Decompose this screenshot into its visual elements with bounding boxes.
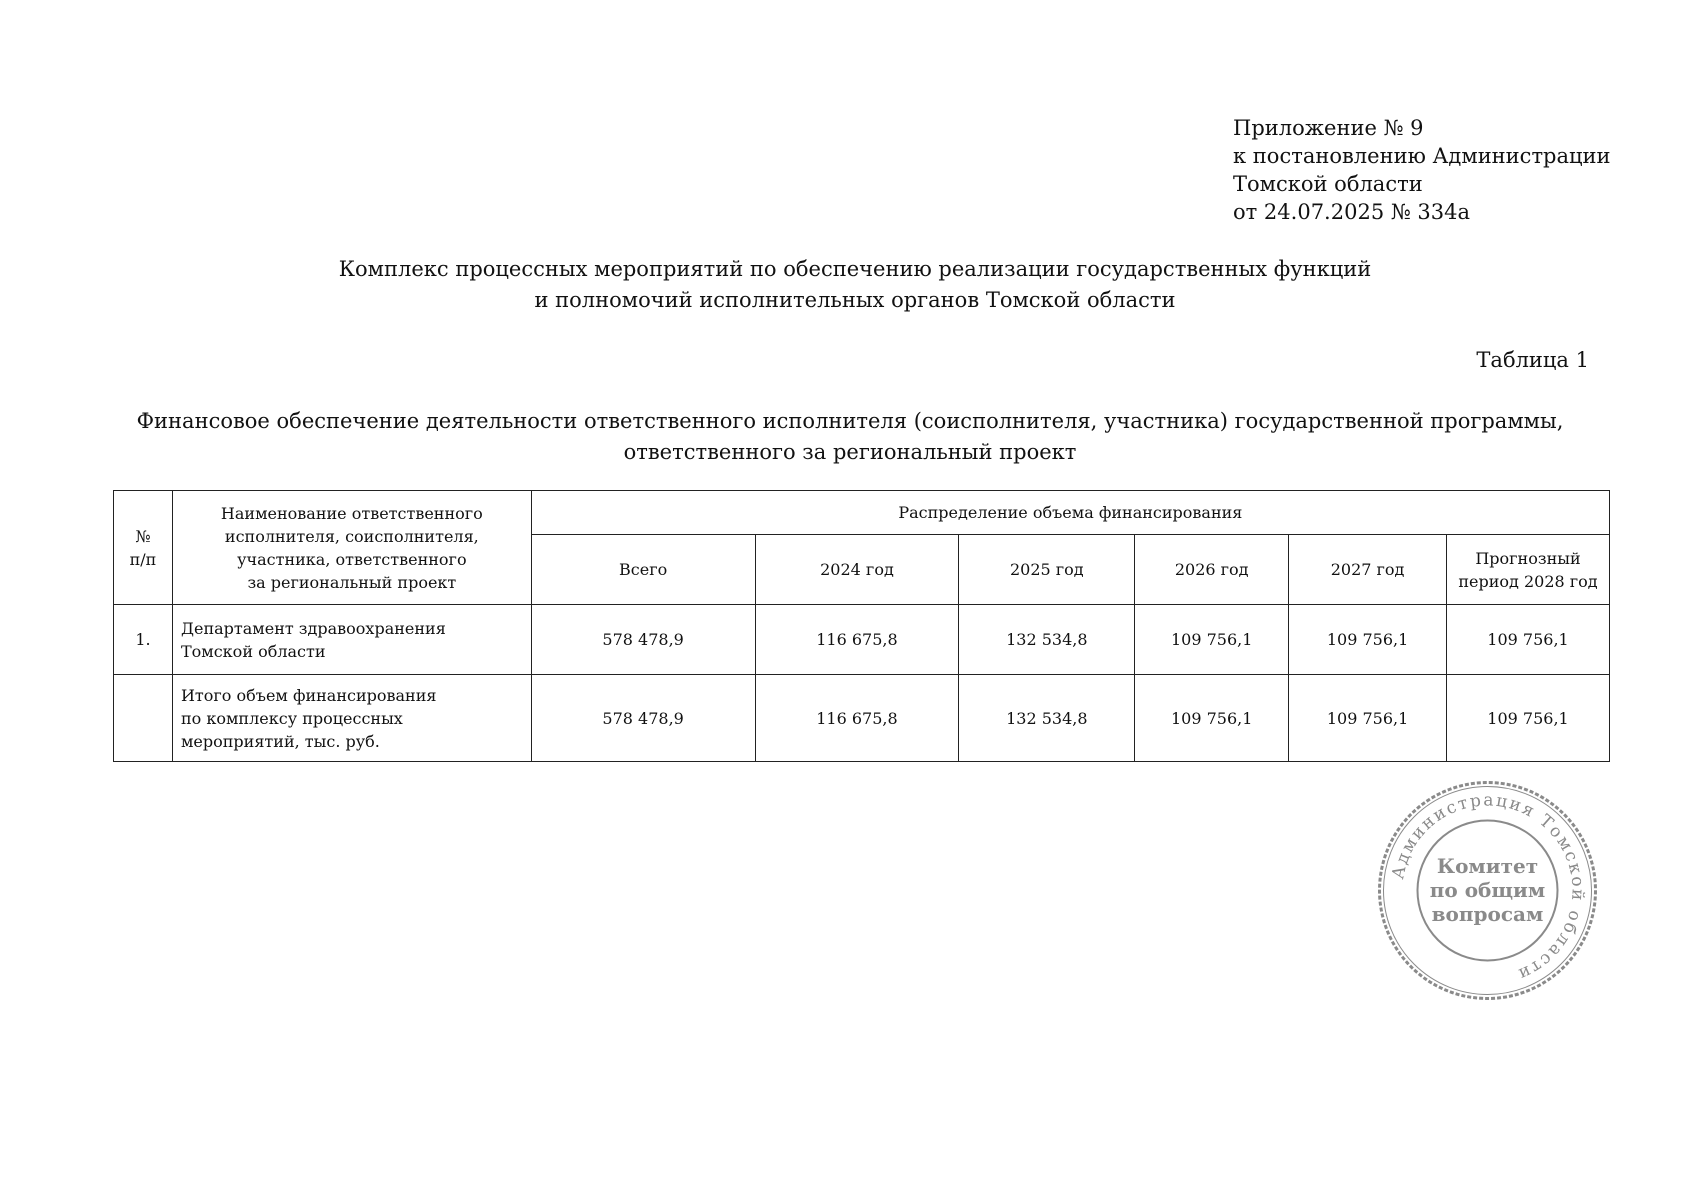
- header-number: № п/п: [114, 491, 173, 605]
- row-2027: 109 756,1: [1289, 605, 1447, 675]
- row-total: 578 478,9: [531, 605, 755, 675]
- document-title-line-1: Комплекс процессных мероприятий по обеспечению реализации государственных функций: [338, 257, 1372, 281]
- table-label: Таблица 1: [1476, 348, 1589, 372]
- row-2026: 109 756,1: [1135, 605, 1289, 675]
- header-forecast: Прогнозный период 2028 год: [1447, 535, 1610, 605]
- header-name: Наименование ответственного исполнителя, соисполнителя, участника, ответственного за региональный проект: [172, 491, 531, 605]
- row-number: [114, 675, 173, 762]
- header-total: Всего: [531, 535, 755, 605]
- row-name: Департамент здравоохранения Томской области: [172, 605, 531, 675]
- row-forecast: 109 756,1: [1447, 675, 1610, 762]
- appendix-line-4: от 24.07.2025 № 334а: [1233, 200, 1470, 224]
- document-title: [200, 254, 1510, 316]
- header-2026: 2026 год: [1135, 535, 1289, 605]
- row-number: 1.: [114, 605, 173, 675]
- row-name: Итого объем финансирования по комплексу процессных мероприятий, тыс. руб.: [172, 675, 531, 762]
- header-2024: 2024 год: [755, 535, 959, 605]
- stamp-line-2: по общим: [1429, 878, 1546, 902]
- row-total: 578 478,9: [531, 675, 755, 762]
- header-2027: 2027 год: [1289, 535, 1447, 605]
- header-row-1: [114, 491, 1610, 535]
- row-2024: 116 675,8: [755, 605, 959, 675]
- table-row: [114, 605, 1610, 675]
- appendix-line-3: Томской области: [1233, 172, 1423, 196]
- appendix-line-1: Приложение № 9: [1233, 116, 1424, 140]
- row-2024: 116 675,8: [755, 675, 959, 762]
- header-2025: 2025 год: [959, 535, 1135, 605]
- row-forecast: 109 756,1: [1447, 605, 1610, 675]
- document-title-line-2: и полномочий исполнительных органов Томской области: [534, 288, 1176, 312]
- stamp-ring-text: Администрация Томской области: [1388, 790, 1588, 985]
- table-caption-line-1: Финансовое обеспечение деятельности ответственного исполнителя (соисполнителя, участника) государственной программы,: [136, 409, 1564, 433]
- stamp-line-3: вопросам: [1431, 902, 1544, 926]
- header-distribution: Распределение объема финансирования: [531, 491, 1609, 535]
- row-2025: 132 534,8: [959, 675, 1135, 762]
- table-caption-line-2: ответственного за региональный проект: [623, 440, 1077, 464]
- row-2025: 132 534,8: [959, 605, 1135, 675]
- financing-table: [113, 490, 1610, 762]
- table-caption: [100, 406, 1600, 468]
- row-2026: 109 756,1: [1135, 675, 1289, 762]
- stamp-line-1: Комитет: [1436, 854, 1539, 878]
- appendix-block: [1233, 114, 1611, 226]
- official-stamp-icon: [1375, 778, 1600, 1003]
- appendix-line-2: к постановлению Администрации: [1233, 144, 1611, 168]
- table-row-total: [114, 675, 1610, 762]
- row-2027: 109 756,1: [1289, 675, 1447, 762]
